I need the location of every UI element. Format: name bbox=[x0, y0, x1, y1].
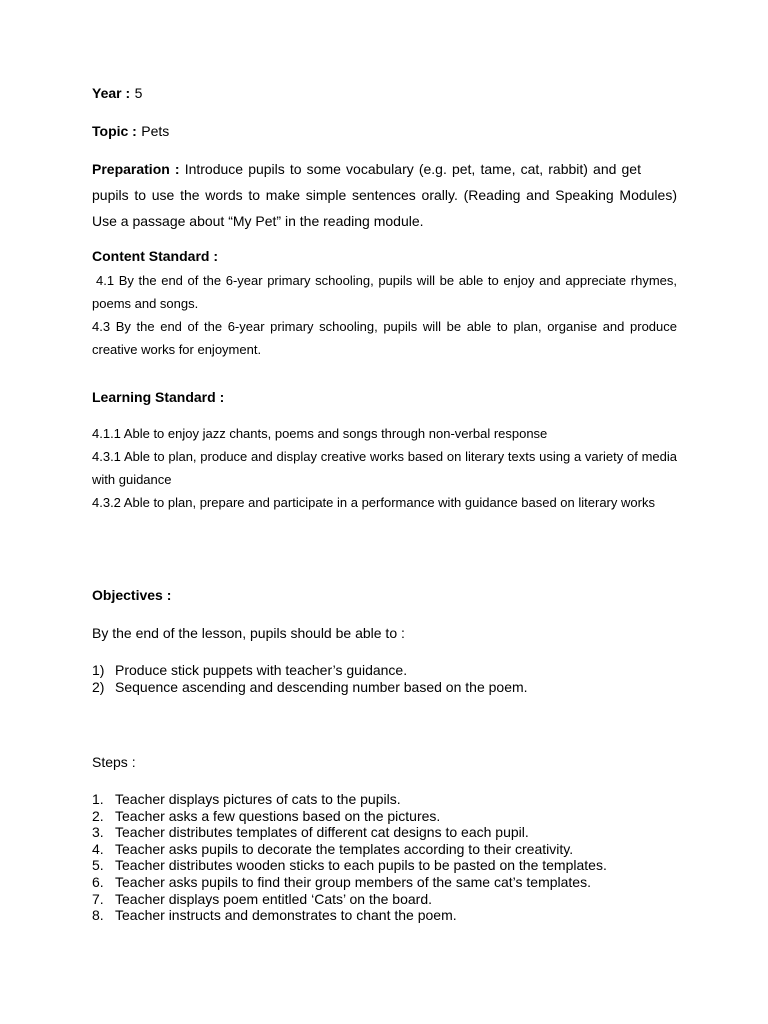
topic-value: Pets bbox=[141, 123, 170, 139]
list-item: 2. Teacher asks a few questions based on the pictures. bbox=[92, 807, 441, 824]
learning-standard-item-3: 4.3.2 Able to plan, prepare and participate in a performance with guidance based on literary works bbox=[92, 495, 655, 510]
content-standard-item-2: 4.3 By the end of the 6-year primary schooling, pupils will be able to plan, organise and produce creative works for enjoyment. bbox=[92, 319, 677, 357]
year-value: 5 bbox=[134, 85, 143, 101]
preparation-label: Preparation : bbox=[92, 161, 180, 177]
list-item: 8. Teacher instructs and demonstrates to chant the poem. bbox=[92, 907, 457, 924]
list-item: 1) Produce stick puppets with teacher’s guidance. bbox=[92, 662, 408, 678]
list-item: 1. Teacher displays pictures of cats to the pupils. bbox=[92, 791, 401, 807]
topic-line bbox=[92, 123, 677, 141]
year-line bbox=[92, 85, 677, 103]
objectives-label: Objectives : bbox=[92, 587, 172, 603]
objectives-intro: By the end of the lesson, pupils should be able to : bbox=[92, 625, 405, 641]
content-standard-label: Content Standard : bbox=[92, 248, 218, 264]
list-item: 3. Teacher distributes templates of different cat designs to each pupil. bbox=[92, 824, 529, 841]
list-item: 2) Sequence ascending and descending number based on the poem. bbox=[92, 678, 528, 695]
content-standard-heading bbox=[92, 248, 677, 266]
steps-heading: Steps : bbox=[92, 754, 136, 770]
list-item: 6. Teacher asks pupils to find their group members of the same cat’s templates. bbox=[92, 873, 591, 890]
list-item: 5. Teacher distributes wooden sticks to each pupils to be pasted on the templates. bbox=[92, 857, 607, 874]
content-standard-item-1: 4.1 By the end of the 6-year primary schooling, pupils will be able to enjoy and appreciate rhymes, poems and songs. bbox=[92, 273, 677, 311]
topic-label: Topic : bbox=[92, 123, 137, 139]
learning-standard-label: Learning Standard : bbox=[92, 389, 225, 405]
learning-standard-item-1: 4.1.1 Able to enjoy jazz chants, poems and songs through non-verbal response bbox=[92, 426, 548, 441]
year-label: Year : bbox=[92, 85, 131, 101]
list-item: 4. Teacher asks pupils to decorate the templates according to their creativity. bbox=[92, 840, 574, 857]
learning-standard-heading bbox=[92, 389, 677, 407]
list-item: 7. Teacher displays poem entitled ‘Cats’ on the board. bbox=[92, 890, 432, 907]
objectives-heading bbox=[92, 587, 677, 605]
preparation-section bbox=[92, 156, 677, 234]
steps-list bbox=[92, 791, 692, 924]
preparation-text-1: Introduce pupils to some vocabulary (e.g. pet, tame, cat, rabbit) and get bbox=[184, 161, 641, 177]
preparation-text-2: pupils to use the words to make simple sentences orally. (Reading and Speaking Modules) Use a passage about “My Pet” in the reading module. bbox=[92, 187, 677, 229]
objectives-list bbox=[92, 662, 692, 695]
learning-standard-item-2: 4.3.1 Able to plan, produce and display creative works based on literary texts using a variety of media with guidance bbox=[92, 449, 677, 487]
